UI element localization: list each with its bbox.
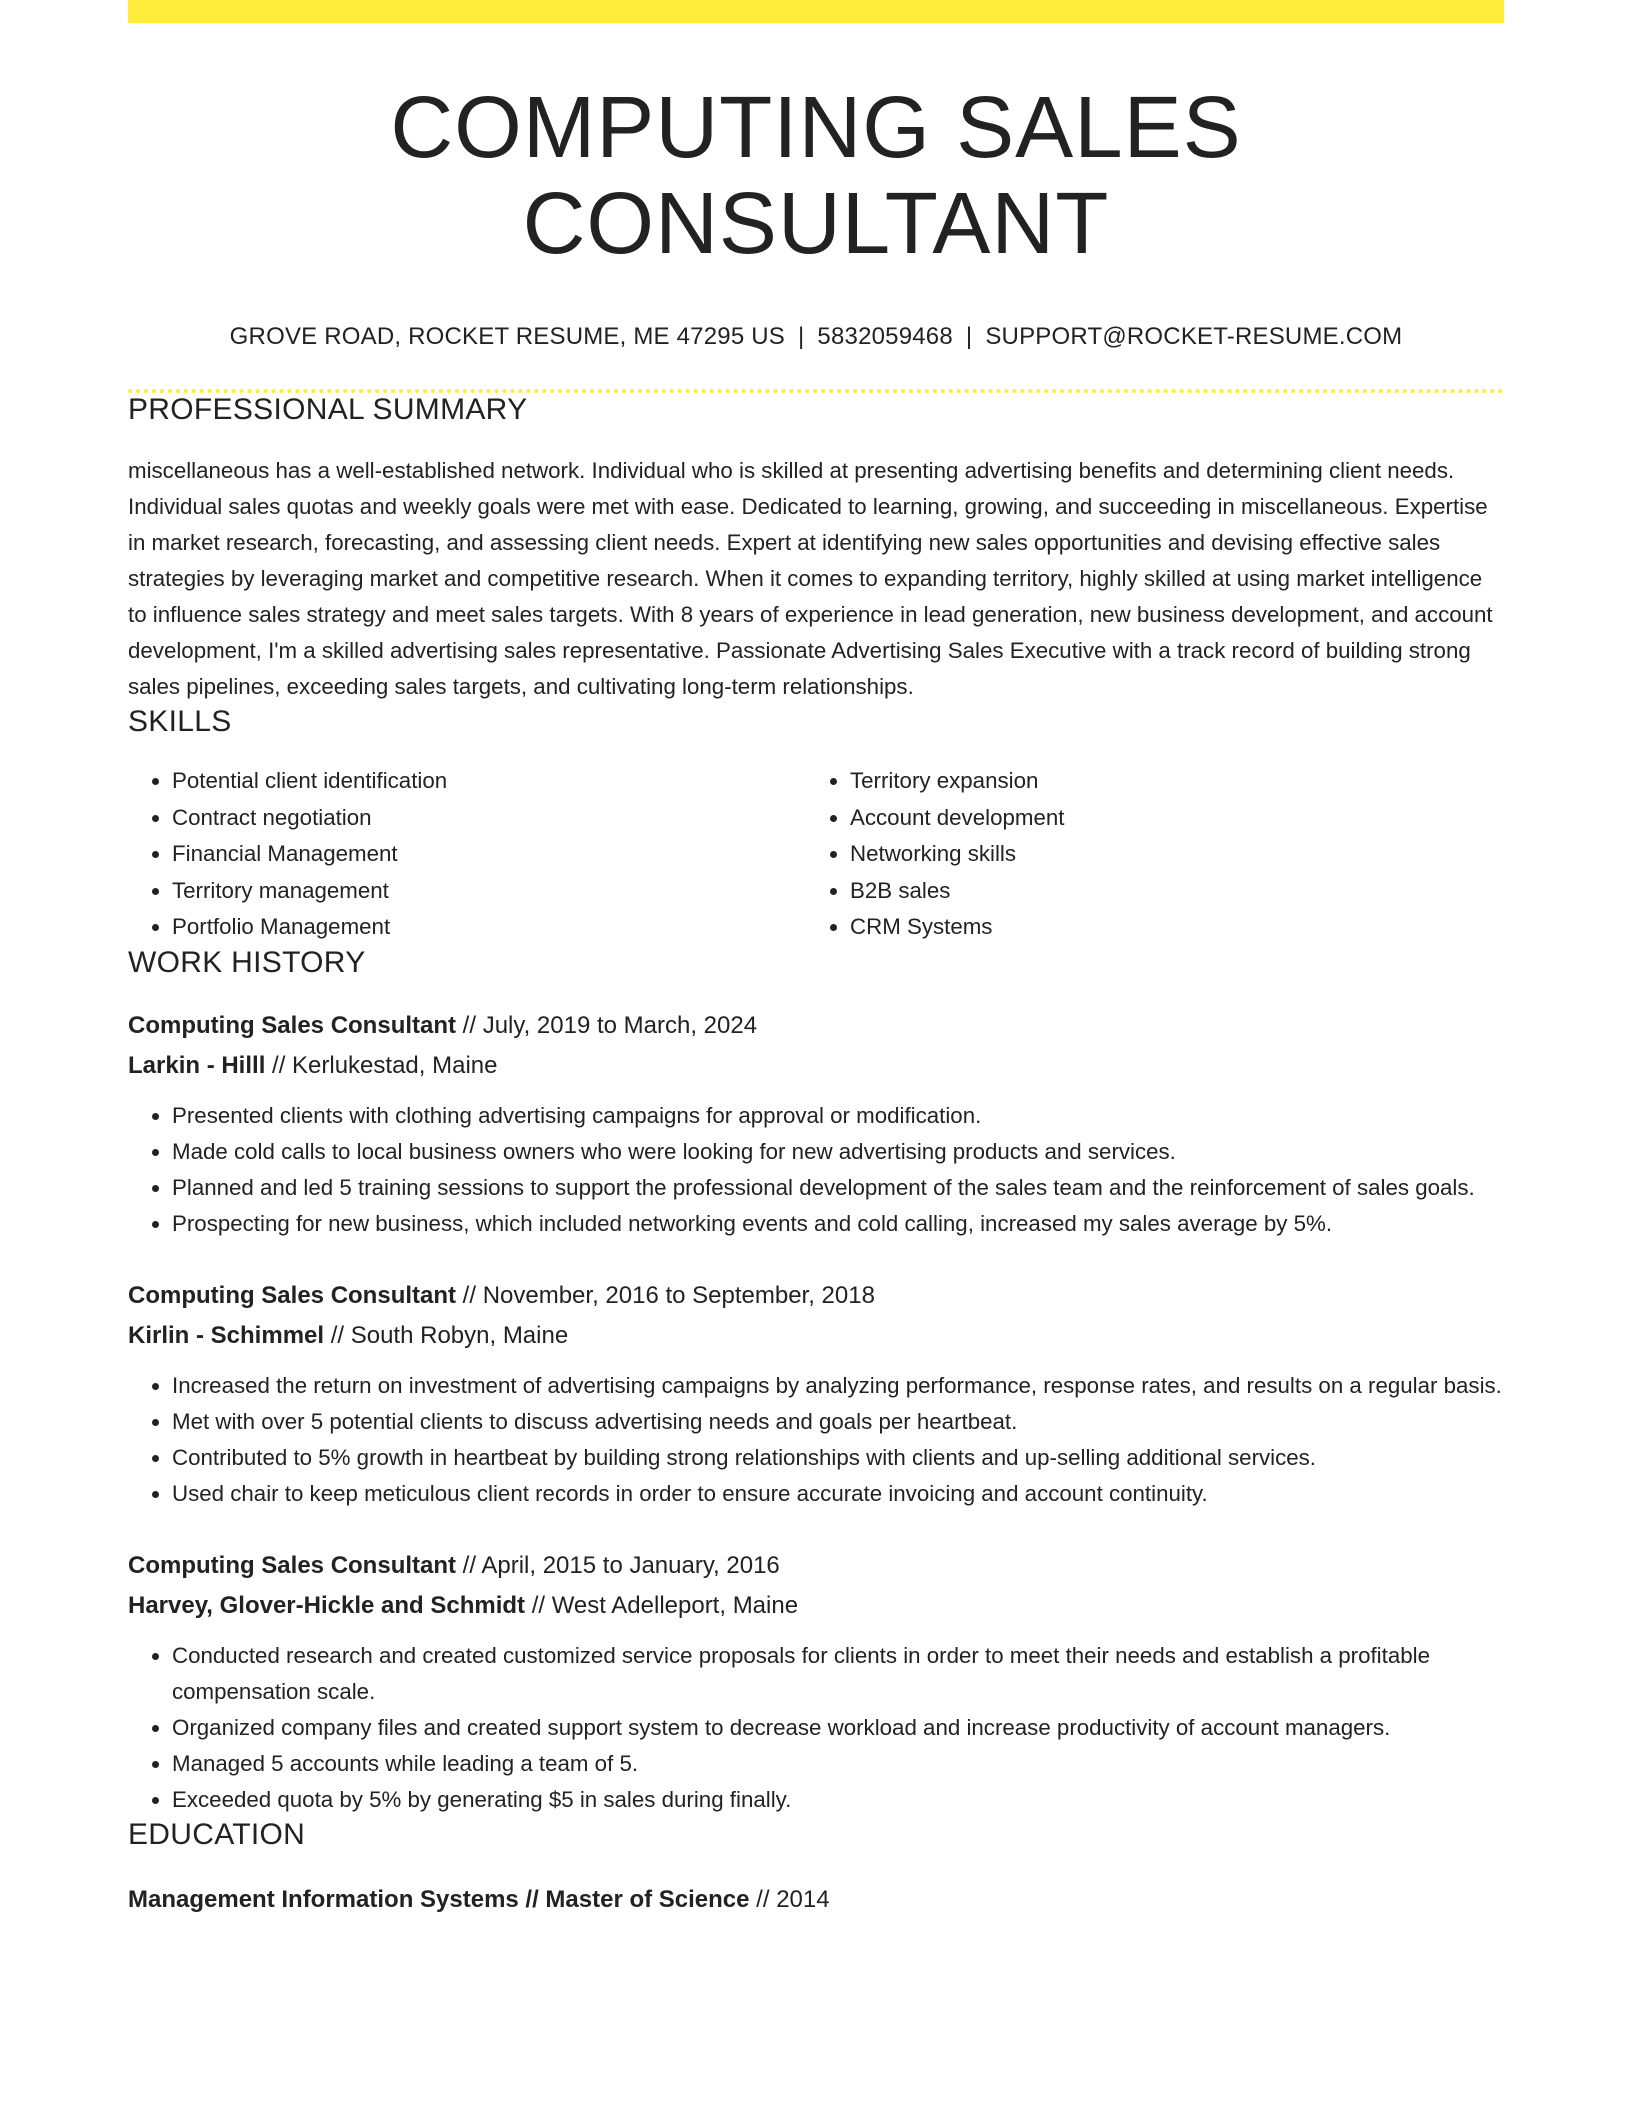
skill-item: • Contract negotiation: [172, 800, 806, 837]
job-role: Computing Sales Consultant: [128, 1011, 457, 1039]
skills-heading: SKILLS: [128, 705, 232, 739]
summary-text: miscellaneous has a well-established network. Individual who is skilled at presenting advertising benefits and determining client needs. Individual sales quotas and weekly goals were met with ease. Dedicated to learning, growing, and succeeding in miscellaneous. Expertise in market research, forecasting, and assessing client needs. Expert at identifying new sales opportunities and devising effective sales strategies by leveraging market and competitive research. When it comes to expanding territory, highly skilled at using market intelligence to influence sales strategy and meet sales targets. With 8 years of experience in lead generation, new business development, and account development, I'm a skilled advertising sales representative. Passionate Advertising Sales Executive with a track record of building strong sales pipelines, exceeding sales targets, and cultivating long-term relationships.: [128, 458, 1493, 700]
contact-phone: 5832059468: [817, 323, 953, 351]
job-role: Computing Sales Consultant: [128, 1281, 457, 1309]
skill-item: • Networking skills: [850, 836, 1484, 873]
job-role: Computing Sales Consultant: [128, 1551, 457, 1579]
job-bullet: • Managed 5 accounts while leading a team of 5.: [172, 1746, 1504, 1782]
job-role-line: [128, 1006, 1504, 1046]
job-bullet: • Planned and led 5 training sessions to support the professional development of the sales team and the reinforcement of sales goals.: [172, 1170, 1504, 1206]
contact-email: SUPPORT@ROCKET-RESUME.COM: [985, 323, 1403, 351]
job-bullet: • Used chair to keep meticulous client records in order to ensure accurate invoicing and account continuity.: [172, 1476, 1504, 1512]
summary-heading: PROFESSIONAL SUMMARY: [128, 393, 528, 427]
resume-page: [128, 0, 1504, 1920]
job-dates: // November, 2016 to September, 2018: [456, 1281, 875, 1309]
job-entry: [128, 1546, 1504, 1818]
job-location: // South Robyn, Maine: [324, 1321, 569, 1349]
skill-item: • Financial Management: [172, 836, 806, 873]
contact-line: [128, 323, 1504, 351]
job-bullet: • Increased the return on investment of advertising campaigns by analyzing performance, response rates, and results on a regular basis.: [172, 1368, 1504, 1404]
skill-item: • Account development: [850, 800, 1484, 837]
skill-item: • CRM Systems: [850, 909, 1484, 946]
job-bullet: • Prospecting for new business, which included networking events and cold calling, increased my sales average by 5%.: [172, 1206, 1504, 1242]
skills-grid: [128, 763, 1504, 946]
job-company-line: [128, 1316, 1504, 1356]
job-location: // West Adelleport, Maine: [525, 1591, 799, 1619]
education-degree: Management Information Systems // Master of Science: [128, 1885, 750, 1913]
education-heading: EDUCATION: [128, 1817, 306, 1851]
job-company-line: [128, 1586, 1504, 1626]
job-dates: // April, 2015 to January, 2016: [456, 1551, 780, 1579]
job-bullets: [128, 1638, 1504, 1818]
job-dates: // July, 2019 to March, 2024: [456, 1011, 758, 1039]
job-bullet: • Made cold calls to local business owners who were looking for new advertising products and services.: [172, 1134, 1504, 1170]
job-role-line: [128, 1546, 1504, 1586]
job-company: Larkin - Hilll: [128, 1051, 266, 1079]
top-accent-bar: [128, 0, 1504, 23]
skills-column-left: [128, 763, 806, 946]
job-role-line: [128, 1276, 1504, 1316]
contact-address: GROVE ROAD, ROCKET RESUME, ME 47295 US: [229, 323, 785, 351]
contact-separator: |: [797, 323, 805, 351]
job-company: Harvey, Glover-Hickle and Schmidt: [128, 1591, 526, 1619]
resume-name: COMPUTING SALES CONSULTANT: [390, 79, 1242, 272]
skill-item: • Territory management: [172, 873, 806, 910]
job-company: Kirlin - Schimmel: [128, 1321, 325, 1349]
skills-column-right: [806, 763, 1484, 946]
job-company-line: [128, 1046, 1504, 1086]
job-bullet: • Conducted research and created customized service proposals for clients in order to meet their needs and establish a profitable compensation scale.: [172, 1638, 1504, 1710]
education-entry: [128, 1880, 1504, 1920]
job-entry: [128, 1276, 1504, 1512]
job-bullet: • Contributed to 5% growth in heartbeat by building strong relationships with clients and up-selling additional services.: [172, 1440, 1504, 1476]
job-bullet: • Exceeded quota by 5% by generating $5 in sales during finally.: [172, 1782, 1504, 1818]
skill-item: • B2B sales: [850, 873, 1484, 910]
job-entry: [128, 1006, 1504, 1242]
job-bullet: • Presented clients with clothing advertising campaigns for approval or modification.: [172, 1098, 1504, 1134]
job-bullets: [128, 1368, 1504, 1512]
skill-item: • Potential client identification: [172, 763, 806, 800]
job-bullet: • Met with over 5 potential clients to discuss advertising needs and goals per heartbeat.: [172, 1404, 1504, 1440]
job-bullets: [128, 1098, 1504, 1242]
work-history-heading: WORK HISTORY: [128, 945, 366, 979]
contact-separator: |: [965, 323, 973, 351]
skill-item: • Portfolio Management: [172, 909, 806, 946]
job-bullet: • Organized company files and created support system to decrease workload and increase productivity of account managers.: [172, 1710, 1504, 1746]
education-year: // 2014: [749, 1885, 830, 1913]
skill-item: • Territory expansion: [850, 763, 1484, 800]
job-location: // Kerlukestad, Maine: [265, 1051, 498, 1079]
